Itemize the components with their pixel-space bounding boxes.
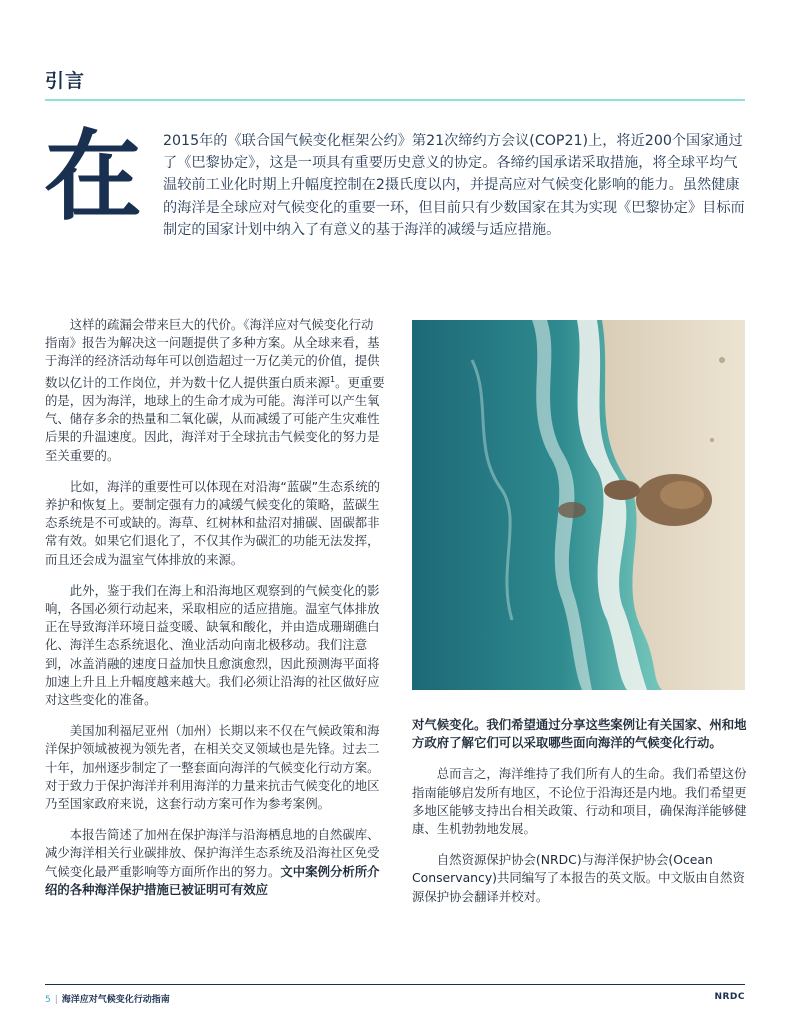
body-paragraph-6: 总而言之，海洋维持了我们所有人的生命。我们希望这份指南能够启发所有地区，不论位于沿海还是内地。我们希望更多地区能够支持出台相关政策、行动和项目，确保海洋能够健康、生机勃勃地发展。 bbox=[412, 766, 747, 837]
section-heading: 引言 bbox=[45, 70, 86, 92]
footer-divider bbox=[45, 984, 745, 985]
footnote-ref: 1 bbox=[329, 374, 336, 384]
body-paragraph-1: 这样的疏漏会带来巨大的代价。《海洋应对气候变化行动指南》报告为解决这一问题提供了多种方案。从全球来看，基于海洋的经济活动每年可以创造超过一万亿美元的价值，提供数以亿计的工作岗位，并为数十亿人提供蛋白质来源$^1$。更重要的是，因为海洋，地球上的生命才成为可能。海洋可以产生氧气、储存多余的热量和二氧化碳，从而减缓了可能产生灾难性后果的升温速度。因此，海洋对于全球抗击气候变化的努力是至关重要的。 bbox=[45, 317, 385, 463]
heading-divider bbox=[45, 99, 745, 101]
org-logo-text: NRDC bbox=[714, 992, 745, 1002]
page-number: 5 bbox=[45, 995, 51, 1005]
footer-separator: | bbox=[54, 995, 58, 1005]
right-column bbox=[412, 716, 752, 919]
body-paragraph-continued: 对气候变化。我们希望通过分享这些案例让有关国家、州和地方政府了解它们可以采取哪些面向海洋的气候变化行动。 bbox=[412, 717, 747, 751]
body-paragraph-4: 美国加利福尼亚州（加州）长期以来不仅在气候政策和海洋保护领域被视为领先者，在相关交叉领域也是先锋。过去二十年，加州逐步制定了一整套面向海洋的气候变化行动方案。对于致力于保护海洋并利用海洋的力量来抗击气候变化的地区乃至国家政府来说，这套行动方案可作为参考案例。 bbox=[45, 723, 380, 811]
body-paragraph-7: 自然资源保护协会(NRDC)与海洋保护协会(Ocean Conservancy)共同编写了本报告的英文版。中文版由自然资源保护协会翻译并校对。 bbox=[412, 852, 745, 904]
left-column bbox=[45, 316, 385, 912]
coastline-aerial-photo bbox=[412, 320, 745, 690]
body-paragraph-5: 本报告简述了加州在保护海洋与沿海栖息地的自然碳库、减少海洋相关行业碳排放、保护海洋生态系统及沿海社区免受气候变化最严重影响等方面所作出的努力。文中案例分析所介绍的各种海洋保护措施已被证明可有效应 bbox=[45, 827, 380, 897]
body-paragraph-2: 比如，海洋的重要性可以体现在对沿海“蓝碳”生态系统的养护和恢复上。要制定强有力的减缓气候变化的策略，蓝碳生态系统是不可或缺的。海草、红树林和盐沼对捕碳、固碳都非常有效。如果它们退化了，不仅其作为碳汇的功能无法发挥，而且还会成为温室气体排放的来源。 bbox=[45, 478, 381, 567]
footer-title bbox=[45, 992, 170, 1005]
body-paragraph-3: 此外，鉴于我们在海上和沿海地区观察到的气候变化的影响，各国必须行动起来，采取相应的适应措施。温室气体排放正在导致海洋环境日益变暖、缺氧和酸化，并由造成珊瑚礁白化、海洋生态系统退化、渔业活动向南北极移动。我们注意到，冰盖消融的速度日益加快且愈演愈烈，因此预测海平面将加速上升且上升幅度越来越大。我们必须让沿海的社区做好应对这些变化的准备。 bbox=[45, 582, 380, 707]
intro-paragraph: 2015年的《联合国气候变化框架公约》第21次缔约方会议(COP21)上，将近200个国家通过了《巴黎协定》，这是一项具有重要历史意义的协定。各缔约国承诺采取措施，将全球平均气温较前工业化时期上升幅度控制在2摄氏度以内，并提高应对气候变化影响的能力。虽然健康的海洋是全球应对气候变化的重要一环，但目前只有少数国家在其为实现《巴黎协定》目标而制定的国家计划中纳入了有意义的基于海洋的减缓与适应措施。 bbox=[163, 133, 745, 238]
drop-cap: 在 bbox=[44, 120, 143, 234]
document-title: 海洋应对气候变化行动指南 bbox=[61, 995, 170, 1005]
